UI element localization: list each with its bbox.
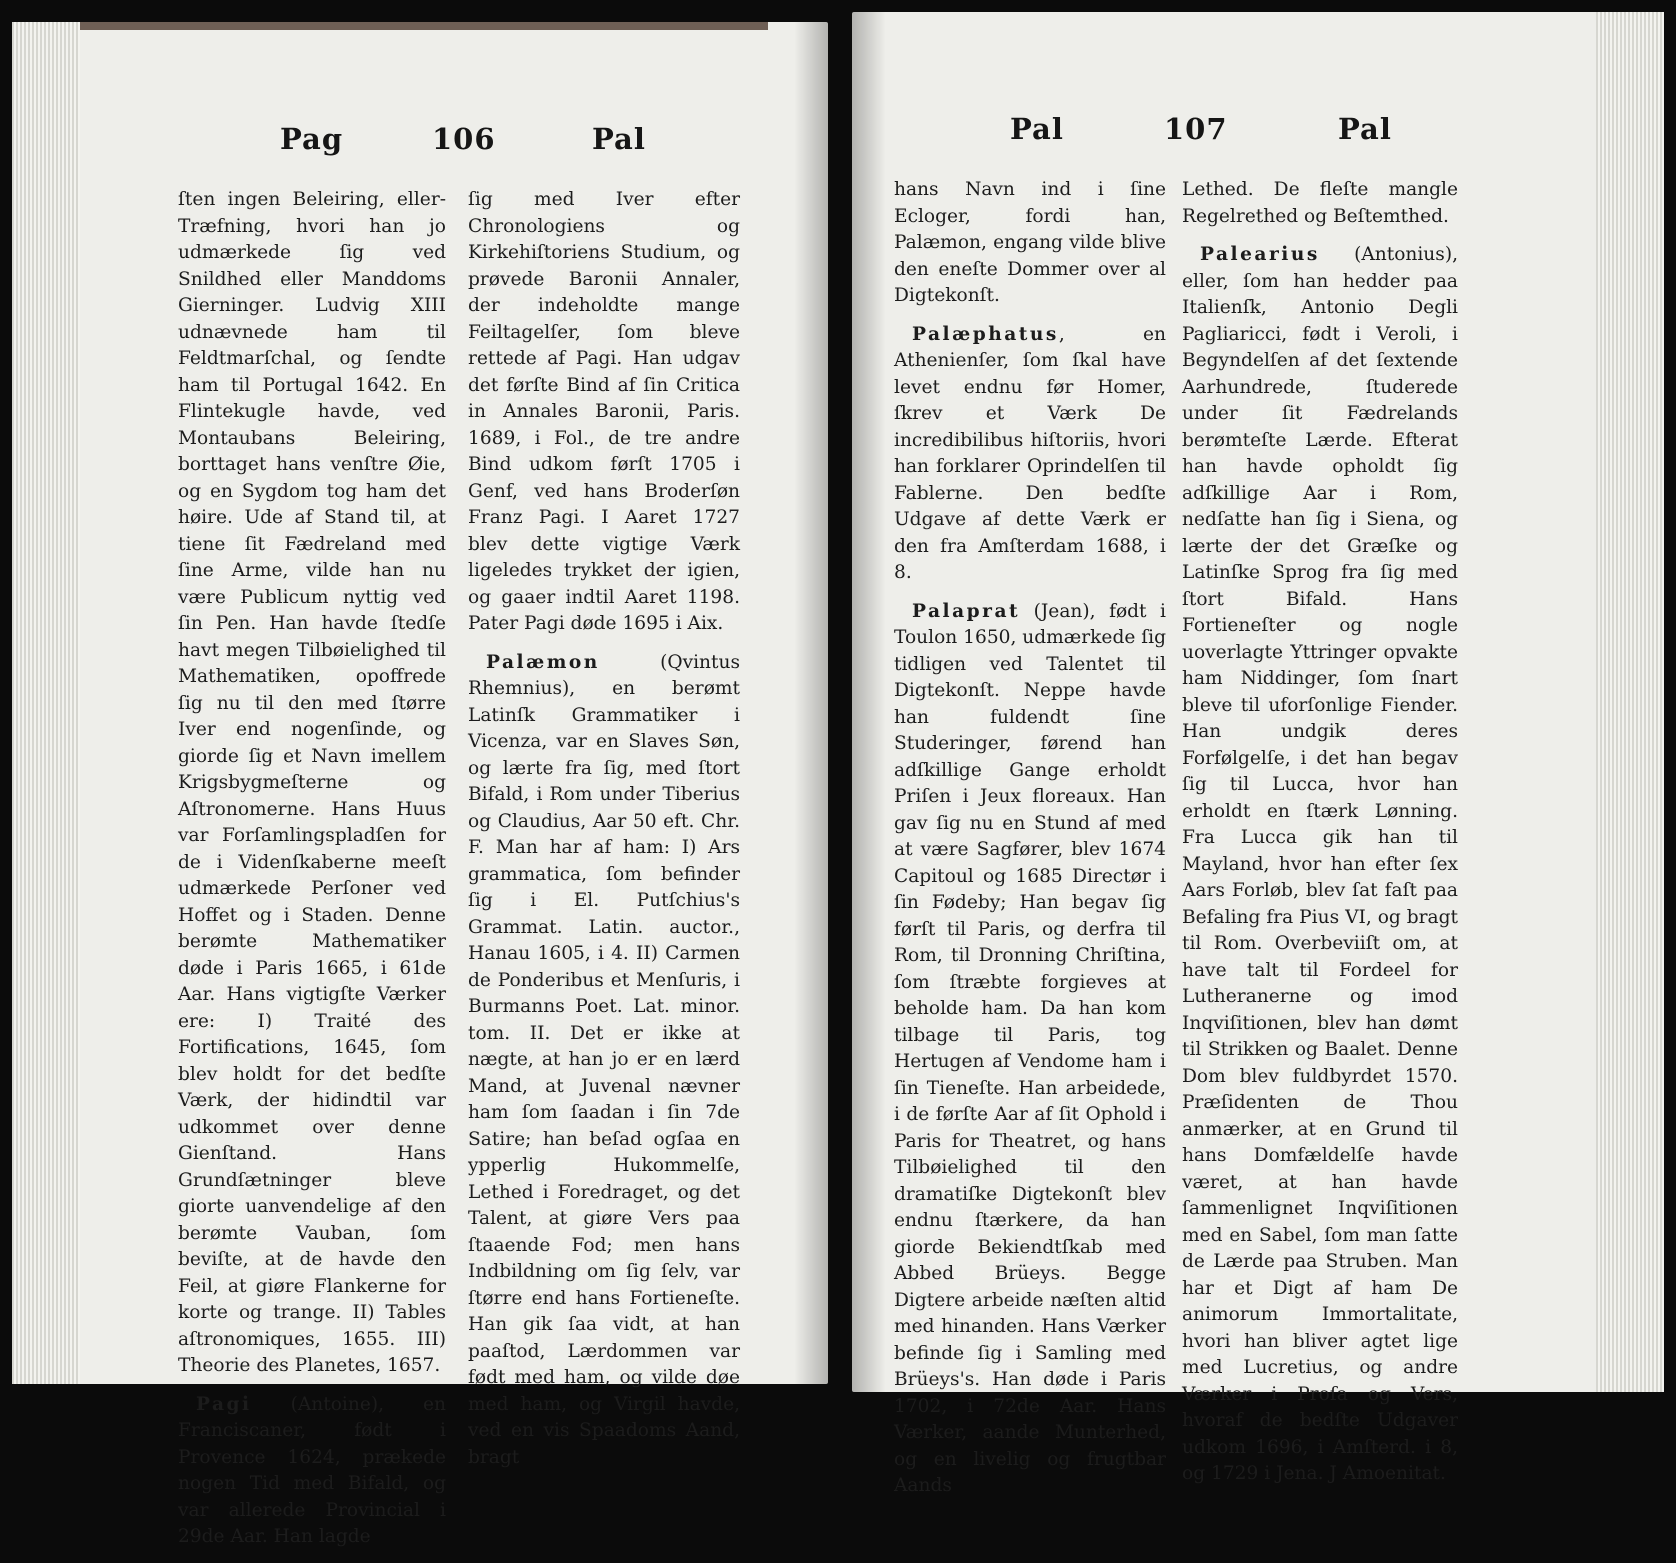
headword: Palæphatus	[912, 323, 1059, 345]
paragraph: ſten ingen Beleiring, eller-Træfning, hvori han jo udmærkede ſig ved Snildhed eller Manddoms Gierninger. Ludvig XIII udnævnede ham til Feldtmarſchal, og ſendte ham til Portugal 1642. En Flintekugle havde, ved Montaubans Beleiring, borttaget hans venſtre Øie, og en Sygdom tog ham det høire. Ude af Stand til, at tiene ſit Fædreland med ſine Arme, vilde han nu være Publicum nyttig ved ſin Pen. Han havde ſtedſe havt megen Tilbøielighed til Mathematiken, opoffrede ſig nu til den med ſtørre Iver end nogenſinde, og giorde ſig et Navn imellem Krigsbygmeſterne og Aſtronomerne. Hans Huus var Forſamlingspladſen for de i Videnſkaberne meeſt udmærkede Perſoner ved Hoffet og i Staden. Denne berømte Mathematiker døde i Paris 1665, i 61de Aar. Hans vigtigſte Værker ere: I) Traité des Fortifications, 1645, ſom blev holdt for det bedſte Værk, der hidindtil var udkommet over denne Gienſtand. Hans Grundſætninger bleve giorte uanvendelige af den berømte Vauban, ſom beviſte, at de havde den Feil, at giøre Flankerne for korte og trange. II) Tables aſtronomiques, 1655. III) Theorie des Planetes, 1657.	[178, 189, 446, 1376]
running-head-left: Pal	[1010, 112, 1064, 146]
headword: Palaprat	[912, 600, 1021, 622]
entry-text: , en Athenienſer, ſom ſkal have levet endnu før Homer, ſkrev et Værk De incredibilibus hiſtoriis, hvori han forklarer Oprindelſen til Fablerne. Den bedſte Udgave af dette Værk er den fra Amſterdam 1688, i 8.	[894, 323, 1166, 583]
text-column-1	[894, 177, 1166, 1512]
paragraph: hans Navn ind i ſine Ecloger, fordi han, Palæmon, engang vilde blive den eneſte Dommer over al Digtekonſt.	[894, 179, 1166, 306]
right-page	[852, 12, 1664, 1496]
running-head-right: Pal	[1338, 112, 1392, 146]
page-number: 107	[1164, 112, 1228, 146]
running-head-right: Pal	[592, 122, 646, 156]
headword: Palæmon	[486, 651, 600, 673]
text-column-2	[1182, 177, 1458, 1500]
paragraph: Lethed. De fleſte mangle Regelrethed og Beſtemthed.	[1182, 179, 1458, 227]
page-top-edge	[52, 22, 768, 30]
text-column-2	[468, 187, 740, 1483]
entry-pagi-antoine	[178, 1392, 446, 1551]
gutter-shadow	[852, 12, 886, 1392]
entry-text: (Qvintus Rhemnius), en berømt Latinſk Grammatiker i Vicenza, var en Slaves Søn, og lærte fra ſig, med ſtort Bifald, i Rom under Tiberius og Claudius, Aar 50 eft. Chr. F. Man har af ham: I) Ars grammatica, ſom befinder ſig i El. Putſchius's Grammat. Latin. auctor., Hanau 1605, i 4. II) Carmen de Ponderibus et Menſuris, i Burmanns Poet. Lat. minor. tom. II. Det er ikke at nægte, at han jo er en lærd Mand, at Juvenal nævner ham ſom ſaadan i ſin 7de Satire; han beſad ogſaa en ypperlig Hukommelſe, Lethed i Foredraget, og det Talent, at giøre Vers paa ſtaaende Fod; men hans Indbildning om ſig ſelv, var ſtørre end hans Fortieneſte. Han gik ſaa vidt, at han paaſtod, Lærdommen var født med ham, og vilde døe med ham, og Virgil havde, ved en vis Spaadoms Aand, bragt	[468, 651, 740, 1468]
entry-text: (Antoine), en Franciscaner, født i Provence 1624, prækede nogen Tid med Bifald, og var allerede Provincial i 29de Aar. Han lagde	[178, 1393, 446, 1547]
paragraph: ſig med Iver efter Chronologiens og Kirkehiſtoriens Studium, og prøvede Baronii Annaler, der indeholdte mange Feiltagelſer, ſom bleve rettede af Pagi. Han udgav det førſte Bind af ſin Critica in Annales Baronii, Paris. 1689, i Fol., de tre andre Bind udkom førſt 1705 i Genf, ved hans Broderſøn Franz Pagi. I Aaret 1727 blev dette vigtige Værk ligeledes trykket der igien, og gaaer indtil Aaret 1198. Pater Pagi døde 1695 i Aix.	[468, 189, 740, 634]
entry-text: (Antonius), eller, ſom han hedder paa Italienſk, Antonio Degli Pagliaricci, født i Veroli, i Begyndelſen af det ſextende Aarhundrede, ſtuderede under ſit Fædrelands berømteſte Lærde. Efterat han havde opholdt ſig adſkillige Aar i Rom, nedſatte han ſig i Siena, og lærte der det Græſke og Latinſke Sprog fra ſig med ſtort Bifald. Hans Fortieneſter og nogle uoverlagte Yttringer opvakte ham Niddinger, ſom ſnart bleve til uforſonlige Fiender. Han undgik deres Forfølgelſe, i det han begav ſig til Lucca, hvor han erholdt en ſtærk Lønning. Fra Lucca gik han til Mayland, hvor han efter ſex Aars Forløb, blev ſat faſt paa Befaling fra Pius VI, og bragt til Rom. Overbeviiſt om, at have talt til Fordeel for Lutheranerne og imod Inqviſitionen, blev han dømt til Strikken og Baalet. Denne Dom blev fuldbyrdet 1570. Præſidenten de Thou anmærker, at en Grund til hans Domfældelſe havde været, at han havde ſammenlignet Inqviſitionen med en Sabel, ſom man ſatte de Lærde paa Struben. Man har et Digt af ham De animorum Immortalitate, hvori han bliver agtet lige med Lucretius, og andre Værker i Proſa og Vers, hvoraf de bedſte Udgaver udkom 1696, i Amſterd. i 8, og 1729 i Jena. J Amoenitat.	[1182, 244, 1458, 1484]
entry-palaemon	[468, 650, 740, 1472]
entry-text: (Jean), født i Toulon 1650, udmærkede ſig tidligen ved Talentet til Digtekonſt. Neppe havde han fuldendt ſine Studeringer, førend han adſkillige Gange erholdt Priſen i Jeux floreaux. Han gav ſig nu en Stund af med at være Sagfører, blev 1674 Capitoul og 1685 Directør i ſin Fødeby; Han begav ſig førſt til Paris, og derfra til Rom, til Dronning Chriſtina, ſom ſtræbte forgieves at beholde ham. Da han kom tilbage til Paris, tog Hertugen af Vendome ham i ſin Tieneſte. Han arbeidede, i de førſte Aar af ſit Ophold i Paris for Theatret, og hans Tilbøielighed til den dramatiſke Digtekonſt blev endnu ſtærkere, da han giorde Bekiendtſkab med Abbed Brüeys. Begge Digtere arbeide næſten altid med hinanden. Hans Værker befinde ſig i Samling med Brüeys's. Han døde i Paris 1702, i 72de Aar. Hans Værker, aande Munterhed, og en livelig og frugtbar Aands	[894, 600, 1166, 1496]
page-edge-stack	[12, 22, 80, 1384]
page-edge-stack	[1596, 12, 1664, 1392]
entry-palearius	[1182, 242, 1458, 1488]
page-number: 106	[432, 122, 496, 156]
text-column-1	[178, 187, 446, 1563]
left-page	[12, 22, 828, 1547]
headword: Palearius	[1200, 244, 1320, 265]
entry-palaephatus	[894, 322, 1166, 587]
gutter-shadow	[794, 22, 828, 1384]
headword: Pagi	[196, 1393, 252, 1415]
entry-palaprat	[894, 599, 1166, 1500]
running-head-left: Pag	[280, 122, 344, 156]
